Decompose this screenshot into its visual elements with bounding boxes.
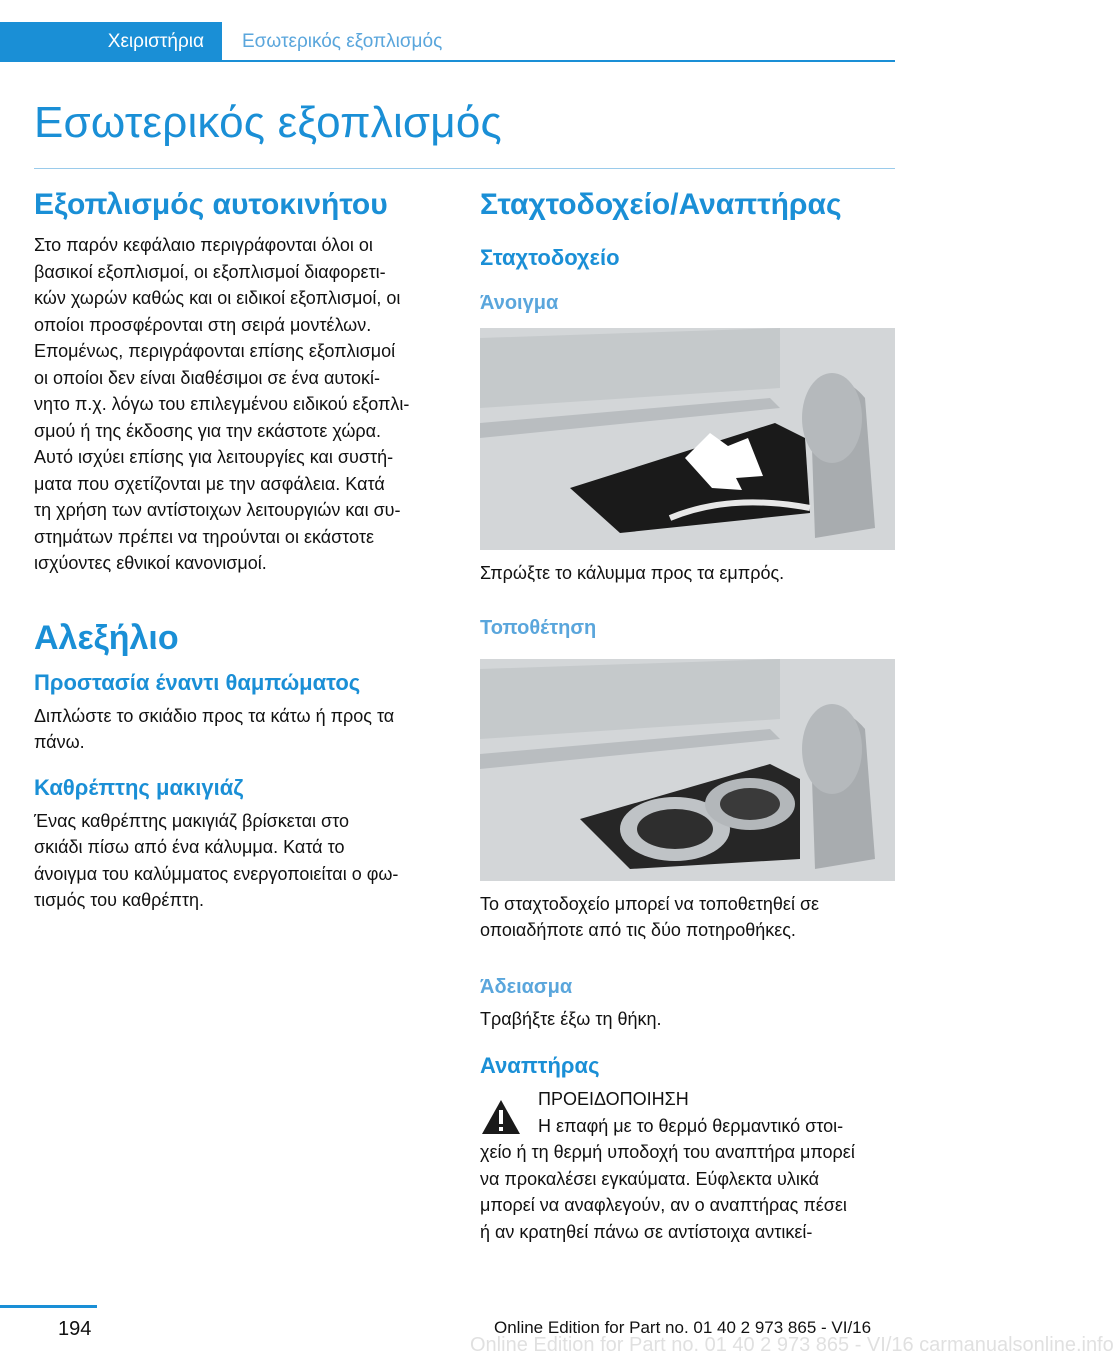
header-rule xyxy=(222,60,895,62)
text-line: άνοιγμα του καλύμματος ενεργοποιείται ο φω‐ xyxy=(34,863,399,884)
tab-section[interactable]: Εσωτερικός εξοπλισμός xyxy=(242,31,443,52)
text-line: στημάτων πρέπει να τηρούνται οι εκάστοτε xyxy=(34,526,375,547)
lighter-title: Αναπτήρας xyxy=(480,1053,600,1078)
ashtray-placement-illustration xyxy=(480,659,895,881)
text-line: Επομένως, περιγράφονται επίσης εξοπλισμοί xyxy=(34,341,396,361)
text-line: να προκαλέσει εγκαύματα. Εύφλεκτα υλικά xyxy=(480,1168,820,1189)
vanity-mirror-title: Καθρέπτης μακιγιάζ xyxy=(34,774,244,800)
opening-title: Άνοιγμα xyxy=(480,292,559,314)
placement-title: Τοποθέτηση xyxy=(480,616,597,639)
text-line: ματα που σχετίζονται με την ασφάλεια. Κατά xyxy=(34,473,385,494)
text-line: Στο παρόν κεφάλαιο περιγράφονται όλοι οι xyxy=(34,235,373,255)
vehicle-equipment-text xyxy=(34,232,449,577)
title-divider xyxy=(34,168,895,169)
text-line: τισμός του καθρέπτη. xyxy=(34,890,204,910)
warning-label: ΠΡΟΕΙΔΟΠΟΙΗΣΗ xyxy=(538,1089,689,1109)
ashtray-title: Σταχτοδοχείο xyxy=(480,245,620,270)
header-tabs xyxy=(0,22,895,62)
text-line: ισχύοντες εθνικοί κανονισμοί. xyxy=(34,553,267,573)
warning-header xyxy=(538,1086,843,1139)
text-line: βασικοί εξοπλισμοί, οι εξοπλισμοί διαφορετι‐ xyxy=(34,261,386,282)
text-line: σμού ή της έκδοσης για την εκάστοτε χώρα. xyxy=(34,420,382,441)
ashtray-placement-drawing xyxy=(480,659,895,881)
text-line: τη χρήση των αντίστοιχων λειτουργιών και συ‐ xyxy=(34,500,401,520)
text-line: νητο π.χ. λόγω του επιλεγμένου ειδικού εξοπλι‐ xyxy=(34,394,410,414)
warning-block xyxy=(480,1086,895,1139)
ashtray-open-drawing xyxy=(480,328,895,550)
section-ashtray-lighter-title: Σταχτοδοχείο/Αναπτήρας xyxy=(480,188,842,221)
watermark: Online Edition for Part no. 01 40 2 973 865 - VI/16 carmanualsonline.info xyxy=(470,1334,1114,1356)
text-line: μπορεί να αναφλεγούν, αν ο αναπτήρας πέσει xyxy=(480,1195,847,1215)
text-line: ή αν κρατηθεί πάνω σε αντίστοιχα αντικεί‐ xyxy=(480,1221,813,1242)
text-line: Η επαφή με το θερμό θερμαντικό στοι‐ xyxy=(538,1115,844,1136)
text-line: οποίοι προσφέρονται στη σειρά μοντέλων. xyxy=(34,314,372,335)
text-line: σκιάδι πίσω από ένα κάλυμμα. Κατά το xyxy=(34,837,345,857)
page-title: Εσωτερικός εξοπλισμός xyxy=(34,98,502,147)
tab-chapter[interactable]: Χειριστήρια xyxy=(0,22,222,62)
footer-edition: Online Edition for Part no. 01 40 2 973 865 - VI/16 xyxy=(494,1318,872,1337)
emptying-title: Άδειασμα xyxy=(480,975,573,998)
left-column xyxy=(34,180,449,914)
section-sun-visor-title: Αλεξήλιο xyxy=(34,618,179,657)
text-line: πάνω. xyxy=(34,732,85,752)
text-line: Ένας καθρέπτης μακιγιάζ βρίσκεται στο xyxy=(34,810,349,831)
text-line: κών χωρών καθώς και οι ειδικοί εξοπλισμοί, οι xyxy=(34,288,401,308)
section-vehicle-equipment-title: Εξοπλισμός αυτοκινήτου xyxy=(34,188,388,221)
warning-triangle-icon xyxy=(480,1098,522,1136)
opening-text: Σπρώξτε το κάλυμμα προς τα εμπρός. xyxy=(480,563,785,583)
footer-rule xyxy=(0,1305,97,1308)
text-line: χείο ή τη θερμή υποδοχή του αναπτήρα μπορεί xyxy=(480,1142,855,1162)
text-line: Διπλώστε το σκιάδιο προς τα κάτω ή προς τα xyxy=(34,705,395,726)
right-column xyxy=(480,180,895,1245)
page-number: 194 xyxy=(58,1318,92,1340)
ashtray-open-illustration xyxy=(480,328,895,550)
text-line: οι οποίοι δεν είναι διαθέσιμοι σε ένα αυτοκί‐ xyxy=(34,367,381,388)
text-line: Αυτό ισχύει επίσης για λειτουργίες και συστή‐ xyxy=(34,447,394,467)
text-line: οποιαδήποτε από τις δύο ποτηροθήκες. xyxy=(480,920,796,940)
glare-protection-title: Προστασία έναντι θαμπώματος xyxy=(34,669,361,695)
emptying-text: Τραβήξτε έξω τη θήκη. xyxy=(480,1008,662,1029)
text-line: Το σταχτοδοχείο μπορεί να τοποθετηθεί σε xyxy=(480,893,820,914)
